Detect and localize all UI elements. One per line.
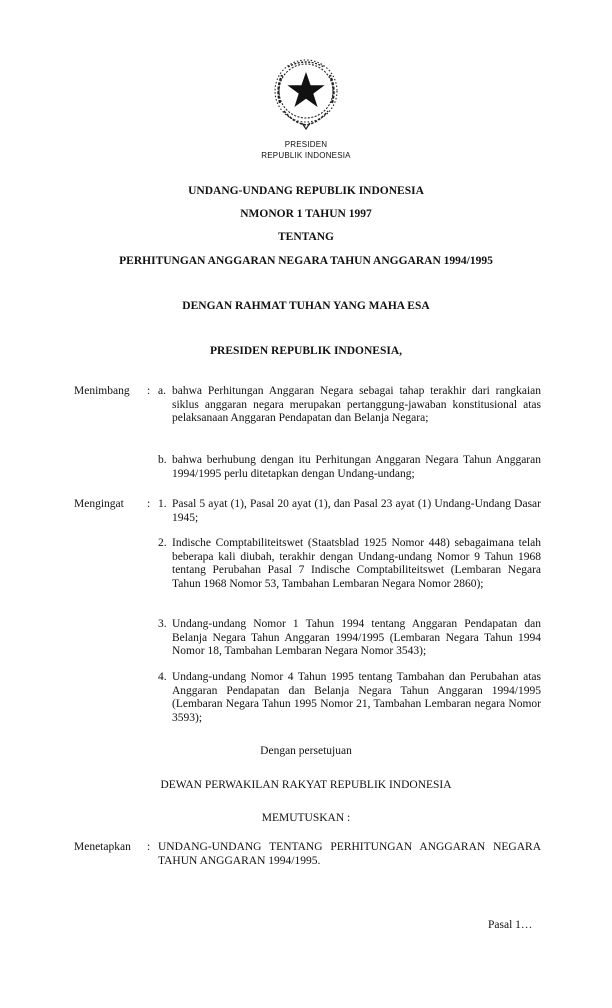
- item-text: bahwa berhubung dengan itu Perhitungan Anggaran Negara Tahun Anggaran 1994/1995 perlu ditetapkan dengan Undang-undang;: [172, 454, 541, 480]
- item-text: Pasal 5 ayat (1), Pasal 20 ayat (1), dan Pasal 23 ayat (1) Undang-Undang Dasar 1945;: [172, 498, 541, 524]
- law-subject: PERHITUNGAN ANGGARAN NEGARA TAHUN ANGGARAN 1994/1995: [119, 255, 493, 267]
- mengingat-item-1: [158, 498, 541, 525]
- item-text: Indische Comptabiliteitswet (Staatsblad 1925 Nomor 448) sebagaimana telah beberapa kali diubah, terakhir dengan Undang-undang Nomor 9 Tahun 1968 tentang Perubahan Pasal 7 Indische Comptabiliteitswet (Lembaran Negara Tahun 1968 Nomor 53, Tambahan Lembaran Negara Nomor 2860);: [172, 537, 541, 590]
- menimbang-label: Menimbang: [74, 385, 130, 397]
- item-marker: 4.: [158, 671, 167, 683]
- law-title: UNDANG-UNDANG REPUBLIK INDONESIA: [188, 185, 424, 197]
- presiden-heading: PRESIDEN REPUBLIK INDONESIA,: [209, 345, 403, 357]
- next-page-indicator: Pasal 1…: [488, 919, 533, 931]
- mengingat-item-2: [158, 537, 541, 591]
- item-text: UNDANG-UNDANG TENTANG PERHITUNGAN ANGGARAN NEGARA TAHUN ANGGARAN 1994/1995.: [158, 841, 541, 867]
- item-text: Undang-undang Nomor 1 Tahun 1994 tentang Anggaran Pendapatan dan Belanja Negara Tahun Anggaran 1994/1995 (Lembaran Negara Tahun 1994 Nomor 18, Tambahan Lembaran Negara Nomor 3543);: [172, 618, 541, 657]
- mengingat-item-4: [158, 671, 541, 725]
- dengan-persetujuan: Dengan persetujuan: [260, 745, 352, 757]
- item-marker: 3.: [158, 618, 167, 630]
- menimbang-item-a: [158, 385, 541, 426]
- item-text: bahwa Perhitungan Anggaran Negara sebagai tahap terakhir dari rangkaian siklus anggaran negara merupakan pertanggung-jawaban konstitusional atas pelaksanaan Anggaran Pendapatan dan Belanja Negara;: [172, 385, 541, 424]
- menetapkan-text: [158, 841, 541, 868]
- emblem-caption-line1: PRESIDEN: [284, 140, 328, 149]
- item-text: Undang-undang Nomor 4 Tahun 1995 tentang Tambahan dan Perubahan atas Anggaran Pendapatan dan Belanja Negara Tahun Anggaran 1994/1995 (Lembaran Negara Tahun 1995 Nomor 21, Tambahan Lembaran negara Nomor 3593);: [172, 671, 541, 724]
- mengingat-label: Mengingat: [74, 498, 124, 510]
- memutuskan-heading: MEMUTUSKAN :: [261, 812, 351, 824]
- law-number: NMONOR 1 TAHUN 1997: [240, 208, 372, 220]
- mengingat-item-3: [158, 618, 541, 659]
- menetapkan-colon: :: [147, 841, 151, 853]
- item-marker: 1.: [158, 498, 167, 510]
- emblem-caption-line2: REPUBLIK INDONESIA: [261, 151, 351, 160]
- dpr-heading: DEWAN PERWAKILAN RAKYAT REPUBLIK INDONESIA: [160, 779, 452, 791]
- state-emblem-icon: [270, 55, 342, 131]
- menetapkan-label: Menetapkan: [74, 841, 131, 853]
- item-marker: a.: [158, 385, 166, 397]
- mengingat-colon: :: [147, 498, 151, 510]
- menimbang-item-b: [158, 454, 541, 481]
- rahmat-heading: DENGAN RAHMAT TUHAN YANG MAHA ESA: [182, 300, 430, 312]
- item-marker: b.: [158, 454, 167, 466]
- menimbang-colon: :: [147, 385, 151, 397]
- law-tentang: TENTANG: [277, 231, 335, 243]
- item-marker: 2.: [158, 537, 167, 549]
